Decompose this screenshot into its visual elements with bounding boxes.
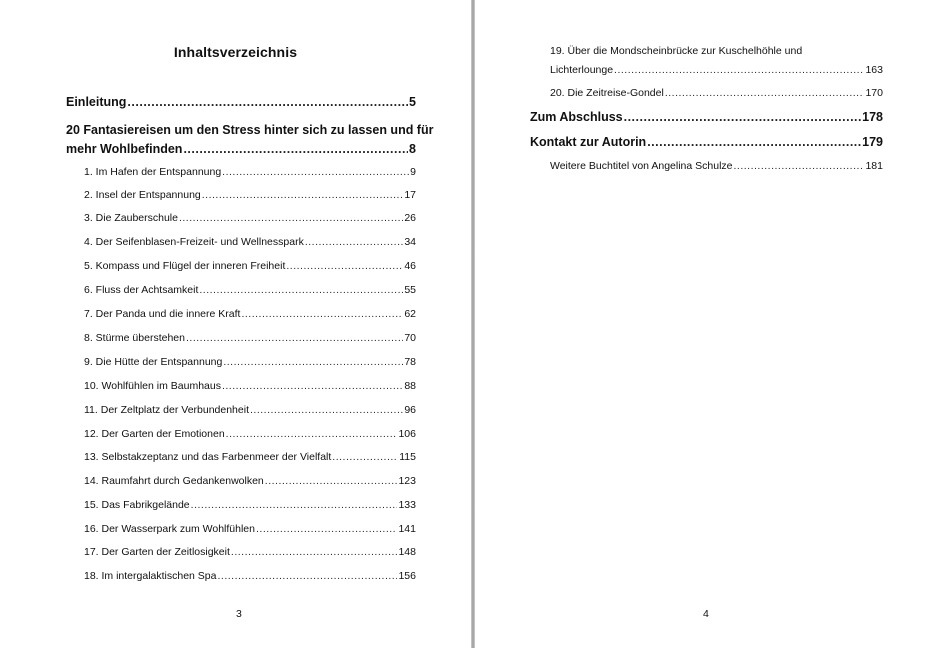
toc-entry-label: 3. Die Zauberschule — [84, 212, 178, 224]
toc-entry-page: 9 — [410, 166, 416, 178]
toc-entry-1[interactable] — [84, 166, 416, 178]
toc-entry-label: 10. Wohlfühlen im Baumhaus — [84, 380, 221, 392]
dot-leader — [241, 308, 403, 320]
toc-title: Inhaltsverzeichnis — [173, 44, 298, 60]
toc-entry-label: 8. Stürme überstehen — [84, 332, 185, 344]
toc-entry-label: 1. Im Hafen der Entspannung — [84, 166, 222, 178]
toc-entry-8[interactable] — [84, 332, 416, 344]
toc-entry-page: 106 — [398, 428, 416, 440]
dot-leader — [186, 332, 403, 344]
toc-entry-label: Weitere Buchtitel von Angelina Schulze — [550, 160, 733, 172]
toc-entry-label: 14. Raumfahrt durch Gedankenwolken — [84, 475, 264, 487]
toc-entry-page: 170 — [865, 87, 883, 99]
toc-entry-page: 26 — [404, 212, 416, 224]
toc-entry-11[interactable] — [84, 404, 416, 416]
dot-leader — [127, 95, 408, 109]
toc-entry-page: 46 — [404, 260, 416, 272]
toc-entry-page: 96 — [404, 404, 416, 416]
toc-entry-13[interactable] — [84, 451, 416, 463]
dot-leader — [183, 142, 408, 156]
dot-leader — [231, 546, 398, 558]
dot-leader — [256, 523, 397, 535]
toc-entry-label: 15. Das Fabrikgelände — [84, 499, 190, 511]
toc-entry-7[interactable] — [84, 308, 416, 320]
dot-leader — [734, 160, 865, 172]
toc-entry-page: 141 — [398, 523, 416, 535]
toc-entry-label: 9. Die Hütte der Entspannung — [84, 356, 223, 368]
left-page — [0, 0, 471, 648]
dot-leader — [222, 166, 409, 178]
page-number: 4 — [703, 608, 709, 620]
dot-leader — [305, 236, 403, 248]
toc-entry-page: 34 — [404, 236, 416, 248]
toc-entry-page: 163 — [865, 64, 883, 76]
toc-entry-label: Zum Abschluss — [530, 110, 623, 124]
toc-entry-14[interactable] — [84, 475, 416, 487]
toc-entry-label: Kontakt zur Autorin — [530, 135, 647, 149]
right-page — [475, 0, 944, 648]
toc-entry-label: 4. Der Seifenblasen-Freizeit- und Wellnesspark — [84, 236, 304, 248]
toc-entry-label: 11. Der Zeltplatz der Verbundenheit — [84, 404, 249, 416]
toc-entry-9[interactable] — [84, 356, 416, 368]
toc-entry-15[interactable] — [84, 499, 416, 511]
toc-entry-label: 20. Die Zeitreise-Gondel — [550, 87, 664, 99]
toc-entry-label: 12. Der Garten der Emotionen — [84, 428, 225, 440]
toc-entry-3[interactable] — [84, 212, 416, 224]
toc-entry-page: 123 — [398, 475, 416, 487]
toc-entry-16[interactable] — [84, 523, 416, 535]
dot-leader — [226, 428, 398, 440]
toc-entry-2[interactable] — [84, 189, 416, 201]
dot-leader — [265, 475, 398, 487]
toc-entry-label: 13. Selbstakzeptanz und das Farbenmeer der Vielfalt — [84, 451, 332, 463]
toc-entry-page: 115 — [399, 451, 416, 463]
toc-entry-kontakt[interactable] — [530, 135, 883, 149]
toc-entry-label: 7. Der Panda und die innere Kraft — [84, 308, 241, 320]
toc-entry-page: 8 — [409, 142, 416, 156]
dot-leader — [332, 451, 398, 463]
dot-leader — [647, 135, 861, 149]
toc-entry-page: 70 — [404, 332, 416, 344]
toc-entry-label: Einleitung — [66, 95, 127, 109]
toc-entry-label: 17. Der Garten der Zeitlosigkeit — [84, 546, 230, 558]
toc-entry-label: 5. Kompass und Flügel der inneren Freiheit — [84, 260, 286, 272]
dot-leader — [614, 64, 864, 76]
toc-entry-page: 62 — [404, 308, 416, 320]
toc-entry-page: 148 — [398, 546, 416, 558]
toc-entry-page: 178 — [862, 110, 883, 124]
dot-leader — [624, 110, 862, 124]
toc-entry-label: 18. Im intergalaktischen Spa — [84, 570, 217, 582]
toc-entry-10[interactable] — [84, 380, 416, 392]
toc-entry-18[interactable] — [84, 570, 416, 582]
toc-entry-12[interactable] — [84, 428, 416, 440]
toc-entry-label: mehr Wohlbefinden — [66, 142, 183, 156]
toc-entry-page: 78 — [404, 356, 416, 368]
dot-leader — [202, 189, 404, 201]
dot-leader — [286, 260, 403, 272]
toc-entry-einleitung[interactable] — [66, 95, 416, 109]
toc-entry-19-label-line1: 19. Über die Mondscheinbrücke zur Kuschelhöhle und — [550, 45, 803, 57]
page-number: 3 — [236, 608, 242, 620]
dot-leader — [199, 284, 403, 296]
toc-entry-part[interactable] — [66, 142, 416, 156]
toc-entry-label: 6. Fluss der Achtsamkeit — [84, 284, 199, 296]
toc-entry-6[interactable] — [84, 284, 416, 296]
toc-entry-page: 133 — [398, 499, 416, 511]
toc-entry-page: 17 — [404, 189, 416, 201]
toc-entry-17[interactable] — [84, 546, 416, 558]
toc-entry-5[interactable] — [84, 260, 416, 272]
toc-entry-label: 16. Der Wasserpark zum Wohlfühlen — [84, 523, 255, 535]
dot-leader — [223, 356, 403, 368]
dot-leader — [665, 87, 865, 99]
toc-entry-part-label-line1: 20 Fantasiereisen um den Stress hinter sich zu lassen und für — [66, 123, 434, 137]
toc-entry-page: 179 — [862, 135, 883, 149]
toc-entry-page: 156 — [398, 570, 416, 582]
dot-leader — [250, 404, 403, 416]
toc-entry-page: 5 — [409, 95, 416, 109]
toc-entry-page: 88 — [404, 380, 416, 392]
toc-entry-20[interactable] — [550, 87, 883, 99]
toc-entry-page: 55 — [404, 284, 416, 296]
dot-leader — [222, 380, 403, 392]
toc-entry-4[interactable] — [84, 236, 416, 248]
toc-entry-zum-abschluss[interactable] — [530, 110, 883, 124]
toc-entry-19[interactable] — [550, 64, 883, 76]
dot-leader — [191, 499, 398, 511]
toc-entry-label: 2. Insel der Entspannung — [84, 189, 201, 201]
toc-entry-label: Lichterlounge — [550, 64, 614, 76]
toc-entry-weitere-buchtitel[interactable] — [550, 160, 883, 172]
dot-leader — [218, 570, 398, 582]
dot-leader — [179, 212, 403, 224]
toc-entry-page: 181 — [865, 160, 883, 172]
